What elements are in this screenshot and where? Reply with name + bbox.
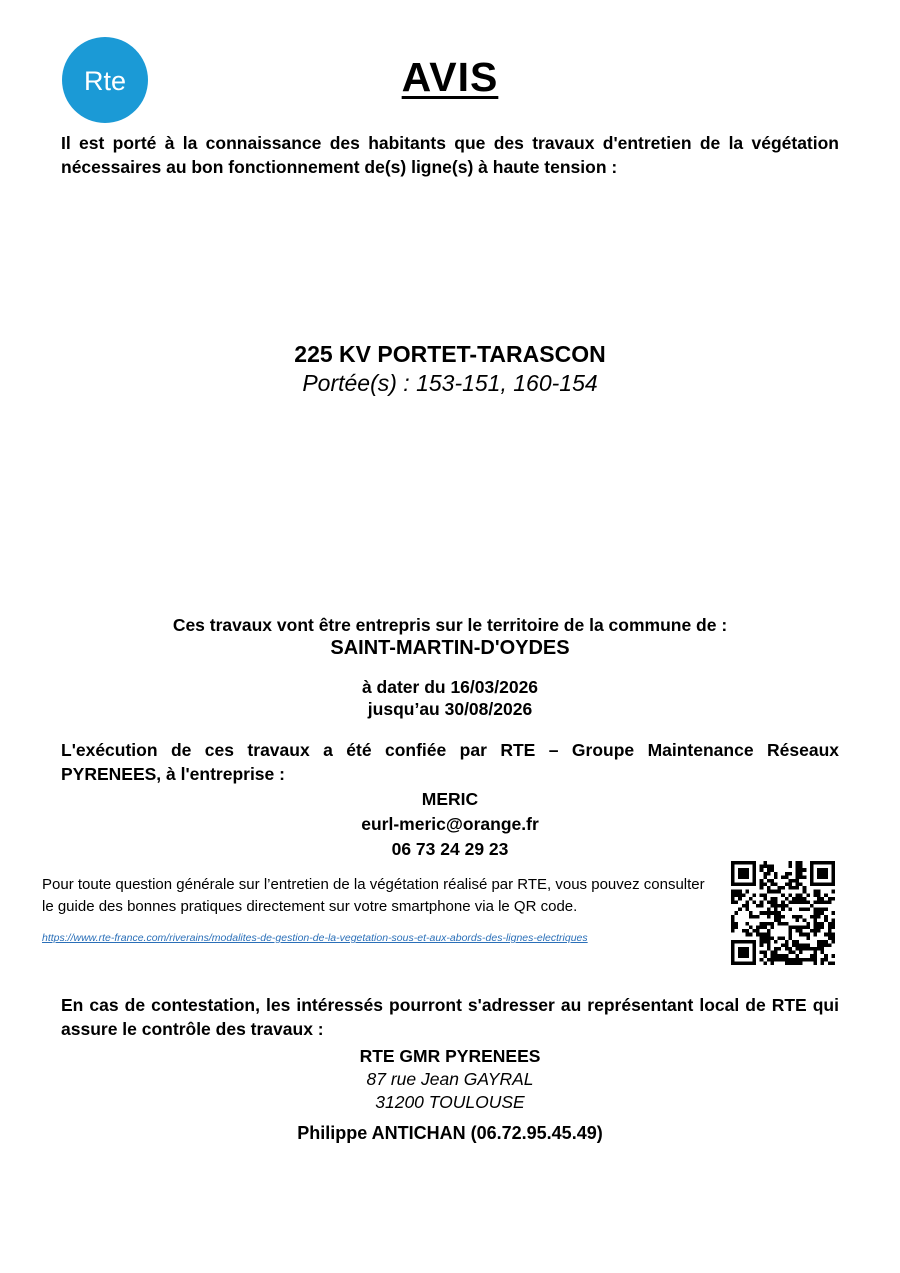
line-name: 225 KV PORTET-TARASCON: [294, 341, 606, 367]
guide-link[interactable]: https://www.rte-france.com/riverains/modalites-de-gestion-de-la-vegetation-sous-et-aux-abords-des-lignes-electriques: [42, 932, 588, 944]
representative-contact: Philippe ANTICHAN (06.72.95.45.49): [297, 1123, 603, 1143]
contractor-name: MERIC: [421, 789, 479, 809]
representative-org: RTE GMR PYRENEES: [359, 1046, 541, 1066]
rte-logo-text: Rte: [83, 66, 127, 96]
execution-paragraph: L'exécution de ces travaux a été confiée par RTE – Groupe Maintenance Réseaux PYRENEES, à l'entreprise :: [61, 740, 839, 784]
intro-paragraph: Il est porté à la connaissance des habitants que des travaux d'entretien de la végétation nécessaires au bon fonctionnement de(s) ligne(s) à haute tension :: [61, 133, 839, 177]
contractor-email[interactable]: eurl-meric@orange.fr: [361, 814, 539, 834]
date-from: à dater du 16/03/2026: [361, 677, 539, 697]
general-info-text: Pour toute question générale sur l’entretien de la végétation réalisé par RTE, vous pouvez consulter le guide des bonnes pratiques directement sur votre smartphone via le QR code.: [42, 876, 705, 915]
contractor-phone: 06 73 24 29 23: [391, 839, 509, 859]
page-title: AVIS: [401, 54, 499, 100]
representative-street: 87 rue Jean GAYRAL: [366, 1069, 534, 1089]
line-spans: Portée(s) : 153-151, 160-154: [302, 370, 598, 396]
commune-name: SAINT-MARTIN-D'OYDES: [330, 637, 570, 659]
date-to: jusqu’au 30/08/2026: [367, 699, 533, 719]
qr-code-icon: [731, 861, 835, 965]
territory-text: Ces travaux vont être entrepris sur le territoire de la commune de :: [172, 615, 728, 635]
contestation-paragraph: En cas de contestation, les intéressés pourront s'adresser au représentant local de RTE qui assure le contrôle des travaux :: [61, 995, 839, 1039]
representative-city: 31200 TOULOUSE: [375, 1092, 525, 1112]
